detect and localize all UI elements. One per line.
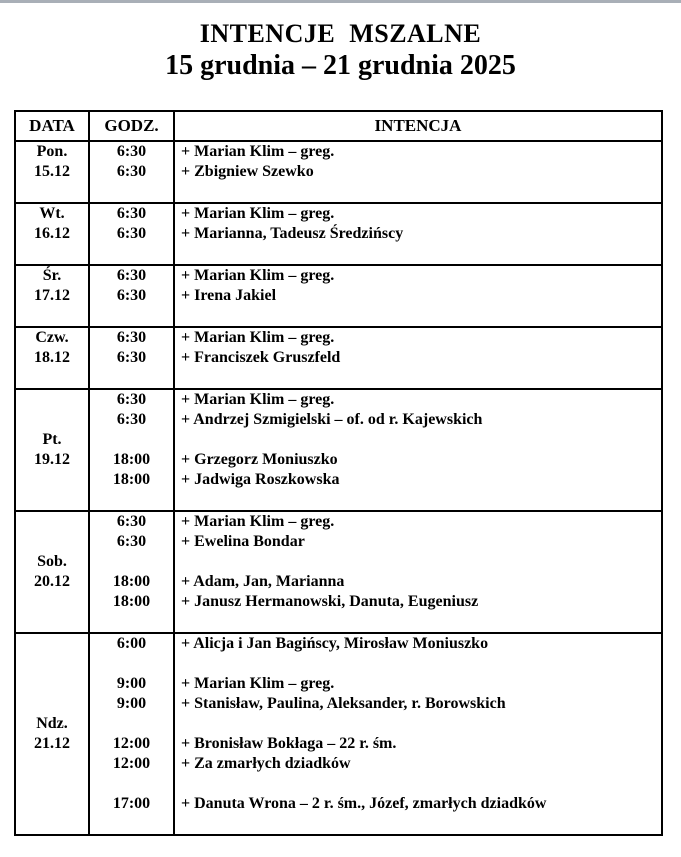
date-cell: [15, 265, 89, 327]
intention-line: + Jadwiga Roszkowska: [181, 471, 340, 488]
intention-cell: [174, 203, 662, 265]
date-label: 15.12: [34, 163, 70, 180]
intention-line: [175, 182, 661, 202]
date-cell: [15, 633, 89, 835]
time-line: 9:00: [116, 675, 147, 692]
table-row: [15, 203, 662, 265]
intention-line: [175, 654, 661, 674]
intention-line: + Marian Klim – greg.: [181, 143, 335, 160]
intention-line: [175, 774, 661, 794]
intention-line: [175, 612, 661, 632]
date-cell: [15, 389, 89, 511]
intention-line: [175, 368, 661, 388]
time-line: [90, 552, 173, 572]
time-line: [90, 306, 173, 326]
intention-line: [175, 430, 661, 450]
intention-cell: [174, 633, 662, 835]
day-label: Pon.: [36, 143, 68, 160]
document-title: INTENCJE MSZALNE: [199, 19, 482, 48]
intention-line: [175, 306, 661, 326]
column-header-godz: GODZ.: [89, 111, 174, 141]
time-line: 9:00: [116, 695, 147, 712]
time-line: 6:30: [116, 329, 147, 346]
intention-cell: [174, 511, 662, 633]
intention-line: [175, 714, 661, 734]
date-label: 18.12: [34, 349, 70, 366]
intention-line: [175, 244, 661, 264]
table-row: [15, 633, 662, 835]
intention-line: + Marian Klim – greg.: [181, 329, 335, 346]
time-line: 6:30: [116, 391, 147, 408]
day-label: Pt.: [42, 431, 62, 448]
table-header-row: [15, 111, 662, 141]
time-line: [90, 654, 173, 674]
time-line: 6:30: [116, 267, 147, 284]
intention-line: + Ewelina Bondar: [181, 533, 305, 550]
date-label: 16.12: [34, 225, 70, 242]
table-row: [15, 141, 662, 203]
table-row: [15, 327, 662, 389]
time-cell: [89, 511, 174, 633]
time-cell: [89, 633, 174, 835]
intention-line: + Alicja i Jan Bagińscy, Mirosław Moniuszko: [181, 635, 489, 652]
time-line: [90, 612, 173, 632]
day-label: Wt.: [39, 205, 65, 222]
time-line: 18:00: [112, 593, 151, 610]
time-line: 6:30: [116, 287, 147, 304]
intention-line: [175, 814, 661, 834]
intention-cell: [174, 265, 662, 327]
table-row: [15, 389, 662, 511]
time-line: 12:00: [112, 735, 151, 752]
time-line: [90, 368, 173, 388]
intention-line: + Grzegorz Moniuszko: [181, 451, 338, 468]
intentions-table: [14, 110, 663, 836]
time-line: 18:00: [112, 471, 151, 488]
time-cell: [89, 265, 174, 327]
intention-cell: [174, 141, 662, 203]
intention-line: + Danuta Wrona – 2 r. śm., Józef, zmarłych dziadków: [181, 795, 547, 812]
date-label: 19.12: [34, 451, 70, 468]
column-header-data: DATA: [15, 111, 89, 141]
time-line: [90, 490, 173, 510]
day-label: Czw.: [35, 329, 69, 346]
time-line: [90, 430, 173, 450]
time-line: [90, 182, 173, 202]
intention-line: + Marian Klim – greg.: [181, 675, 335, 692]
time-line: 6:30: [116, 349, 147, 366]
intention-line: + Marian Klim – greg.: [181, 267, 335, 284]
time-line: [90, 714, 173, 734]
time-line: 6:30: [116, 411, 147, 428]
intention-line: + Stanisław, Paulina, Aleksander, r. Borowskich: [181, 695, 506, 712]
date-cell: [15, 511, 89, 633]
intention-line: + Marianna, Tadeusz Średzińscy: [181, 225, 404, 242]
time-line: 17:00: [112, 795, 151, 812]
time-line: 18:00: [112, 573, 151, 590]
time-line: 6:30: [116, 205, 147, 222]
time-line: 6:30: [116, 513, 147, 530]
intention-line: + Za zmarłych dziadków: [181, 755, 351, 772]
intention-cell: [174, 389, 662, 511]
date-label: 21.12: [34, 735, 70, 752]
time-line: 6:30: [116, 143, 147, 160]
time-cell: [89, 389, 174, 511]
intention-line: [175, 490, 661, 510]
intention-line: + Franciszek Gruszfeld: [181, 349, 341, 366]
intention-cell: [174, 327, 662, 389]
time-line: 6:00: [116, 635, 147, 652]
column-header-intencja: INTENCJA: [174, 111, 662, 141]
time-line: 18:00: [112, 451, 151, 468]
time-line: [90, 814, 173, 834]
intention-line: + Andrzej Szmigielski – of. od r. Kajewskich: [181, 411, 483, 428]
table-row: [15, 511, 662, 633]
time-line: 6:30: [116, 533, 147, 550]
intention-line: + Marian Klim – greg.: [181, 205, 335, 222]
page-top-edge: [0, 0, 681, 3]
intention-line: + Janusz Hermanowski, Danuta, Eugeniusz: [181, 593, 479, 610]
date-cell: [15, 141, 89, 203]
time-line: [90, 244, 173, 264]
date-cell: [15, 327, 89, 389]
time-cell: [89, 203, 174, 265]
day-label: Śr.: [42, 267, 62, 284]
intention-line: + Marian Klim – greg.: [181, 513, 335, 530]
time-cell: [89, 327, 174, 389]
day-label: Ndz.: [36, 715, 68, 732]
intention-line: + Zbigniew Szewko: [181, 163, 314, 180]
intentions-tbody: [15, 141, 662, 835]
time-line: [90, 774, 173, 794]
time-line: 6:30: [116, 225, 147, 242]
intention-line: + Marian Klim – greg.: [181, 391, 335, 408]
time-line: 6:30: [116, 163, 147, 180]
time-line: 12:00: [112, 755, 151, 772]
date-label: 20.12: [34, 573, 70, 590]
intention-line: + Bronisław Bokłaga – 22 r. śm.: [181, 735, 397, 752]
table-row: [15, 265, 662, 327]
time-cell: [89, 141, 174, 203]
date-cell: [15, 203, 89, 265]
intention-line: + Irena Jakiel: [181, 287, 277, 304]
day-label: Sob.: [37, 553, 67, 570]
date-label: 17.12: [34, 287, 70, 304]
intention-line: + Adam, Jan, Marianna: [181, 573, 345, 590]
document-subtitle: 15 grudnia – 21 grudnia 2025: [165, 50, 516, 81]
intention-line: [175, 552, 661, 572]
